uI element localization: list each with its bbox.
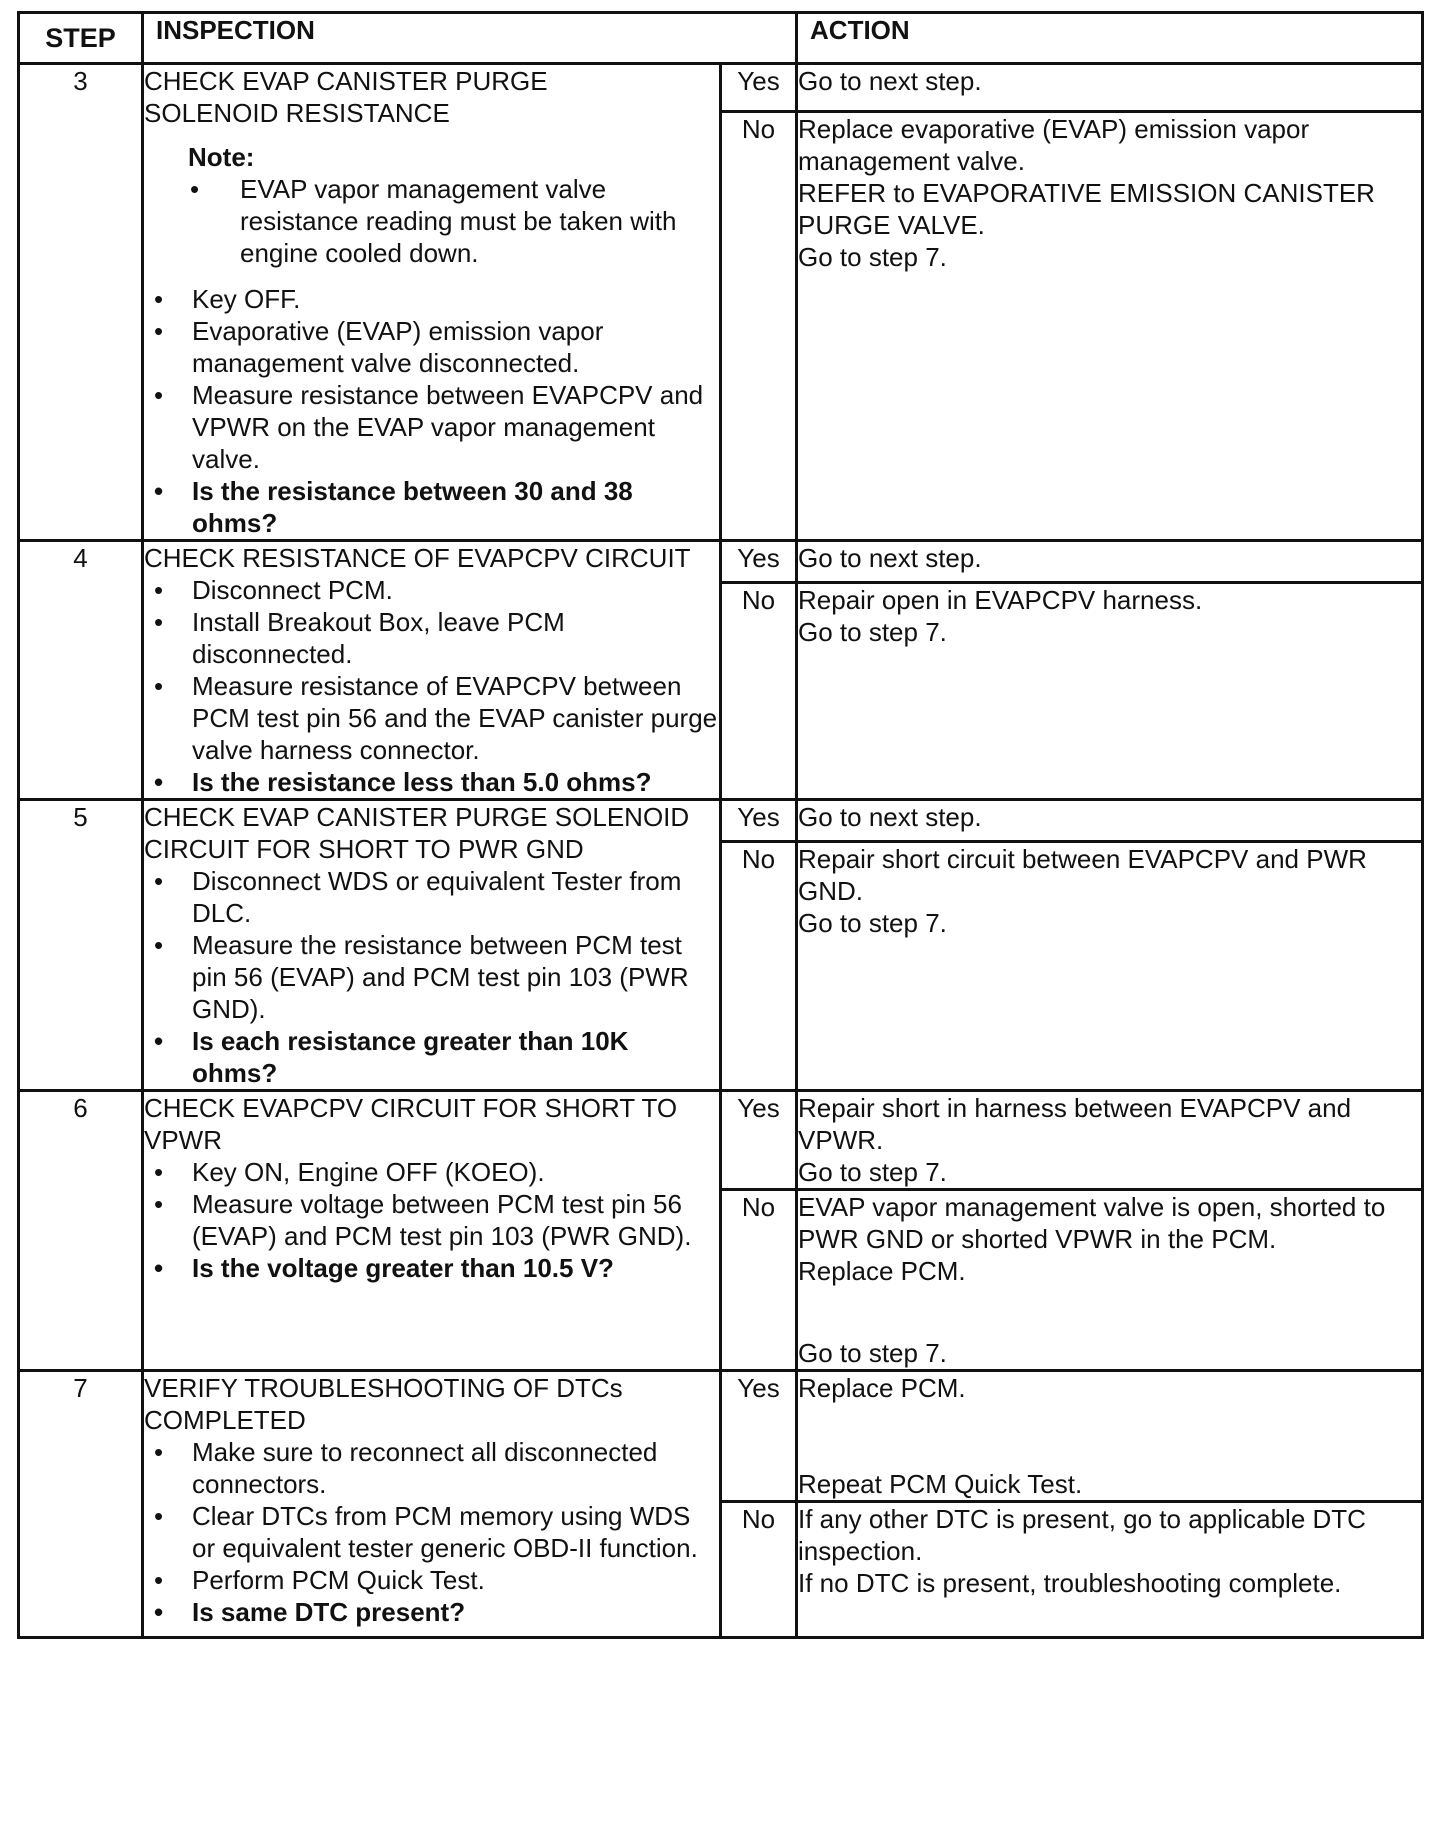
note-label: Note: xyxy=(188,142,255,172)
action-line: Go to step 7. xyxy=(798,1338,947,1368)
inspection-bullet: • Clear DTCs from PCM memory using WDS or equivalent tester generic OBD-II function. xyxy=(144,1500,719,1564)
step-inspection xyxy=(143,800,721,1091)
no-action xyxy=(797,1502,1423,1638)
yes-action xyxy=(797,1091,1423,1190)
yes-label: Yes xyxy=(721,800,797,842)
note-text: • EVAP vapor management valve resistance reading must be taken with engine cooled down. xyxy=(188,173,719,269)
yes-action xyxy=(797,64,1423,112)
yes-label: Yes xyxy=(721,64,797,112)
inspection-question: • Is each resistance greater than 10K ohms? xyxy=(144,1025,719,1089)
action-spacer xyxy=(798,1287,1421,1337)
step-row-yes xyxy=(19,1091,1423,1190)
inspection-bullets xyxy=(144,574,719,798)
inspection-bullet: • Evaporative (EVAP) emission vapor management valve disconnected. xyxy=(144,315,719,379)
step-row-yes xyxy=(19,541,1423,583)
no-label: No xyxy=(721,1502,797,1638)
action-line: EVAP vapor management valve is open, shorted to PWR GND or shorted VPWR in the PCM. xyxy=(798,1192,1386,1254)
inspection-title: VERIFY TROUBLESHOOTING OF DTCs COMPLETED xyxy=(144,1373,623,1435)
step-number: 3 xyxy=(19,64,143,541)
inspection-bullets xyxy=(144,1436,719,1628)
no-action xyxy=(797,583,1423,800)
action-line: REFER to EVAPORATIVE EMISSION CANISTER PURGE VALVE. xyxy=(798,178,1375,241)
yes-label: Yes xyxy=(721,541,797,583)
action-line: Go to next step. xyxy=(798,66,982,96)
inspection-bullet: • Key OFF. xyxy=(144,283,719,315)
inspection-bullet: • Install Breakout Box, leave PCM disconnected. xyxy=(144,606,719,670)
inspection-bullet: • Key ON, Engine OFF (KOEO). xyxy=(144,1156,719,1188)
action-line: Go to next step. xyxy=(798,802,982,832)
no-action xyxy=(797,112,1423,541)
inspection-note xyxy=(188,141,719,269)
step-number: 6 xyxy=(19,1091,143,1371)
inspection-column-header: INSPECTION xyxy=(143,13,797,64)
inspection-question: • Is the resistance between 30 and 38 ohms? xyxy=(144,475,719,539)
inspection-bullet: • Measure resistance of EVAPCPV between PCM test pin 56 and the EVAP canister purge valve harness connector. xyxy=(144,670,719,766)
inspection-bullets xyxy=(144,283,719,539)
action-line: If any other DTC is present, go to applicable DTC inspection. xyxy=(798,1504,1366,1566)
inspection-question: • Is the resistance less than 5.0 ohms? xyxy=(144,766,719,798)
inspection-title: CHECK EVAP CANISTER PURGE SOLENOID CIRCUIT FOR SHORT TO PWR GND xyxy=(144,802,690,864)
action-line: Repair short in harness between EVAPCPV and VPWR. xyxy=(798,1093,1352,1155)
step-inspection xyxy=(143,1371,721,1638)
action-line: Repair open in EVAPCPV harness. xyxy=(798,585,1203,615)
step-row-yes xyxy=(19,800,1423,842)
no-action xyxy=(797,1190,1423,1371)
step-number: 5 xyxy=(19,800,143,1091)
no-label: No xyxy=(721,112,797,541)
no-label: No xyxy=(721,1190,797,1371)
note-list xyxy=(188,173,719,269)
no-action xyxy=(797,841,1423,1090)
inspection-bullet: • Perform PCM Quick Test. xyxy=(144,1564,719,1596)
yes-label: Yes xyxy=(721,1371,797,1502)
inspection-bullet: • Disconnect PCM. xyxy=(144,574,719,606)
inspection-bullet: • Make sure to reconnect all disconnected connectors. xyxy=(144,1436,719,1500)
action-line: Go to step 7. xyxy=(798,907,947,938)
inspection-bullets xyxy=(144,1156,719,1284)
inspection-bullet: • Measure resistance between EVAPCPV and VPWR on the EVAP vapor management valve. xyxy=(144,379,719,475)
diagnostic-procedure-table xyxy=(17,11,1424,1639)
yes-label: Yes xyxy=(721,1091,797,1190)
action-line: Go to step 7. xyxy=(798,617,947,647)
step-number: 4 xyxy=(19,541,143,800)
action-column-header: ACTION xyxy=(797,13,1423,64)
steps-body xyxy=(19,64,1423,1638)
no-label: No xyxy=(721,841,797,1090)
action-line: Go to step 7. xyxy=(798,242,947,273)
inspection-bullets xyxy=(144,865,719,1089)
step-row-yes xyxy=(19,64,1423,112)
step-inspection xyxy=(143,541,721,800)
yes-action xyxy=(797,800,1423,842)
action-spacer xyxy=(798,1404,1421,1468)
inspection-title: CHECK EVAP CANISTER PURGE SOLENOID RESISTANCE xyxy=(144,66,548,128)
action-line: Replace evaporative (EVAP) emission vapor management valve. xyxy=(798,114,1310,177)
action-line: Replace PCM. xyxy=(798,1373,966,1403)
action-line: Go to next step. xyxy=(798,543,982,573)
step-row-yes xyxy=(19,1371,1423,1502)
inspection-bullet: • Measure voltage between PCM test pin 56 (EVAP) and PCM test pin 103 (PWR GND). xyxy=(144,1188,719,1252)
inspection-title: CHECK EVAPCPV CIRCUIT FOR SHORT TO VPWR xyxy=(144,1093,678,1155)
action-line: Repeat PCM Quick Test. xyxy=(798,1469,1083,1499)
step-inspection xyxy=(143,1091,721,1371)
action-line: Replace PCM. xyxy=(798,1256,966,1286)
no-label: No xyxy=(721,583,797,800)
action-line: Repair short circuit between EVAPCPV and PWR GND. xyxy=(798,843,1367,906)
action-line: Go to step 7. xyxy=(798,1157,947,1187)
step-column-header: STEP xyxy=(19,13,143,64)
yes-action xyxy=(797,541,1423,583)
inspection-bullet: • Measure the resistance between PCM test pin 56 (EVAP) and PCM test pin 103 (PWR GND). xyxy=(144,929,719,1025)
yes-action xyxy=(797,1371,1423,1502)
inspection-question: • Is the voltage greater than 10.5 V? xyxy=(144,1252,719,1284)
step-number: 7 xyxy=(19,1371,143,1638)
inspection-question: • Is same DTC present? xyxy=(144,1596,719,1628)
step-inspection xyxy=(143,64,721,541)
table-header-row xyxy=(19,13,1423,64)
action-line: If no DTC is present, troubleshooting complete. xyxy=(798,1568,1342,1598)
inspection-bullet: • Disconnect WDS or equivalent Tester from DLC. xyxy=(144,865,719,929)
inspection-title: CHECK RESISTANCE OF EVAPCPV CIRCUIT xyxy=(144,543,691,573)
